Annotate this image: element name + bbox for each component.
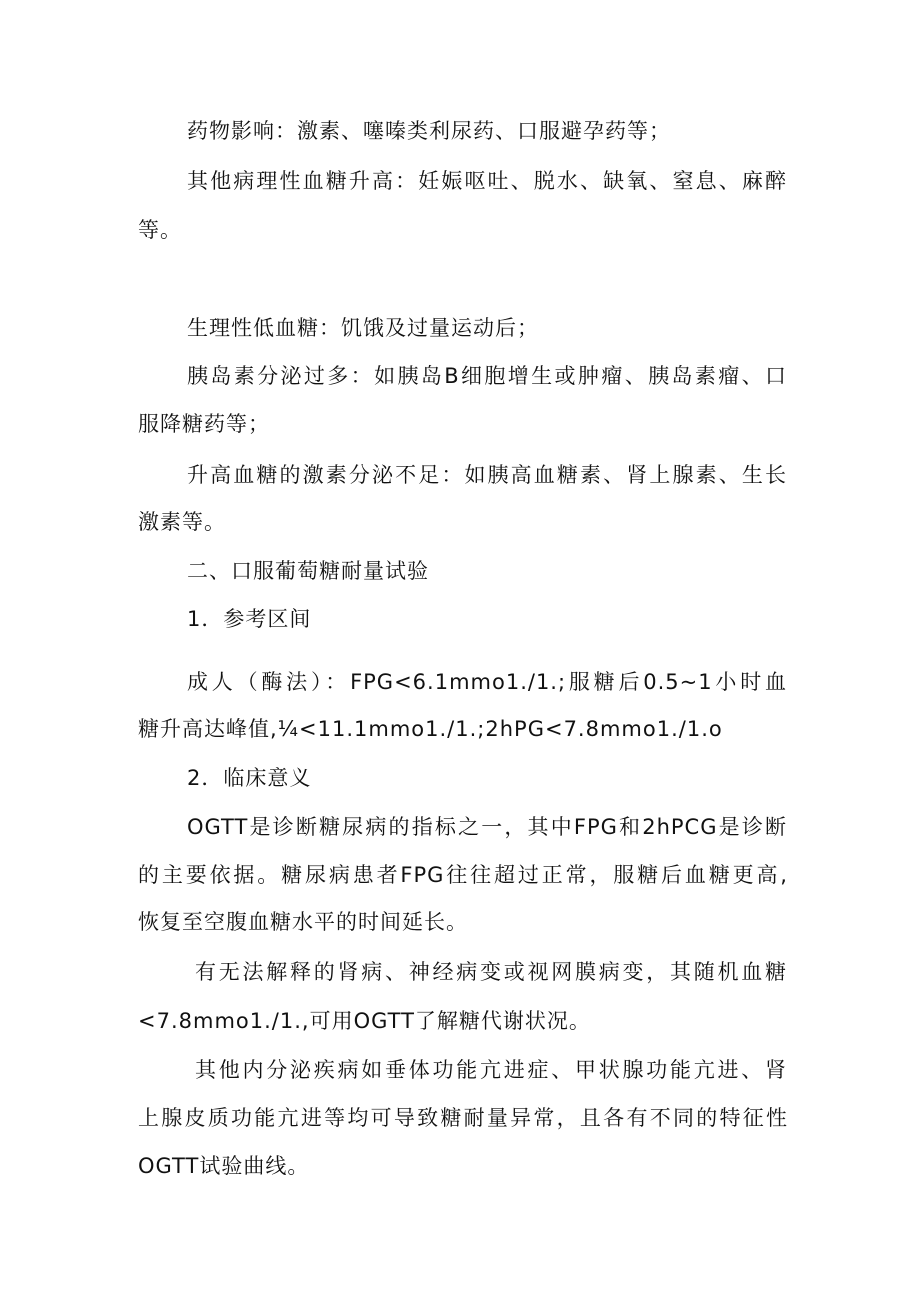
paragraph-ogtt-diagnosis: OGTT是诊断糖尿病的指标之一，其中FPG和2hPCG是诊断 bbox=[187, 815, 787, 839]
paragraph-hormone-deficiency: 升高血糖的激素分泌不足：如胰高血糖素、肾上腺素、生长 bbox=[187, 463, 787, 487]
paragraph-endocrine-disease: 其他内分泌疾病如垂体功能亢进症、甲状腺功能亢进、肾 bbox=[195, 1058, 787, 1082]
paragraph-endocrine-disease-cont: 上腺皮质功能亢进等均可导致糖耐量异常，且各有不同的特征性 bbox=[138, 1106, 788, 1130]
paragraph-insulin-excess: 胰岛素分泌过多：如胰岛B细胞增生或肿瘤、胰岛素瘤、口 bbox=[187, 364, 787, 388]
paragraph-kidney-disease: 有无法解释的肾病、神经病变或视网膜病变，其随机血糖 bbox=[195, 960, 787, 984]
paragraph-kidney-disease-cont: <7.8mmo1./1.,可用OGTT了解糖代谢状况。 bbox=[138, 1009, 591, 1033]
paragraph-drug-effects: 药物影响：激素、噻嗪类利尿药、口服避孕药等； bbox=[187, 119, 671, 143]
section-heading-ogtt: 二、口服葡萄糖耐量试验 bbox=[187, 559, 429, 583]
paragraph-other-hyperglycemia-cont: 等。 bbox=[138, 218, 182, 242]
paragraph-insulin-excess-cont: 服降糖药等； bbox=[138, 412, 270, 436]
paragraph-ogtt-diagnosis-cont: 的主要依据。糖尿病患者FPG往往超过正常，服糖后血糖更高, bbox=[138, 863, 788, 887]
paragraph-hormone-deficiency-cont: 激素等。 bbox=[138, 510, 226, 534]
subheading-clinical-significance: 2．临床意义 bbox=[187, 766, 312, 790]
paragraph-endocrine-disease-end: OGTT试验曲线。 bbox=[138, 1154, 310, 1178]
paragraph-physiologic-hypoglycemia: 生理性低血糖：饥饿及过量运动后； bbox=[187, 316, 539, 340]
paragraph-reference-adult: 成人（酶法）：FPG<6.1mmo1./1.;服糖后0.5~1小时血 bbox=[187, 670, 787, 694]
paragraph-reference-adult-cont: 糖升高达峰值,¼<11.1mmo1./1.;2hPG<7.8mmo1./1.o bbox=[138, 717, 723, 741]
paragraph-ogtt-diagnosis-end: 恢复至空腹血糖水平的时间延长。 bbox=[138, 910, 468, 934]
paragraph-other-hyperglycemia: 其他病理性血糖升高：妊娠呕吐、脱水、缺氧、窒息、麻醉 bbox=[187, 169, 787, 193]
subheading-reference-range: 1．参考区间 bbox=[187, 607, 312, 631]
